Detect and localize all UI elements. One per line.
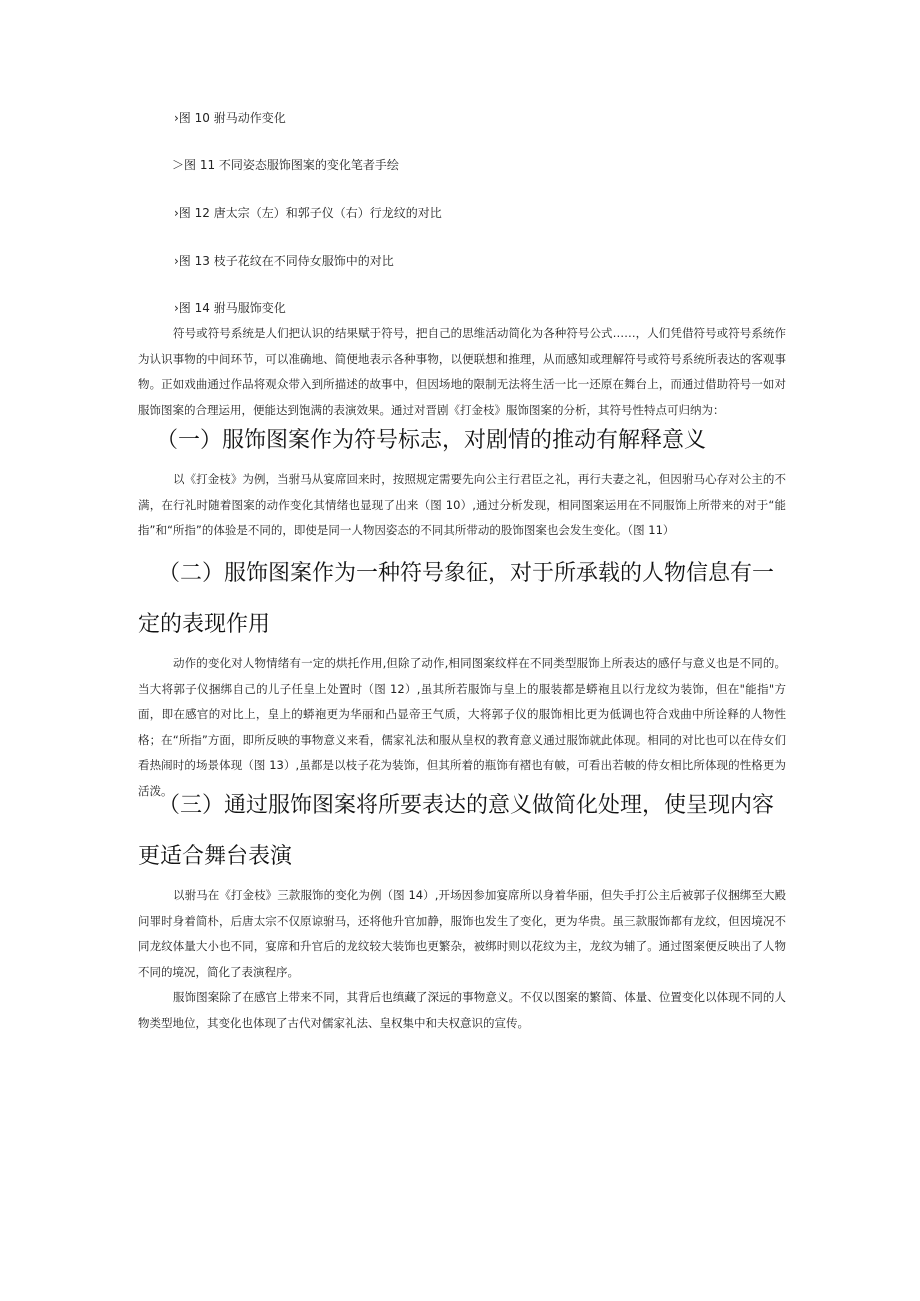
section-heading-1: （一）服饰图案作为符号标志，对剧情的推动有解释意义 (156, 428, 707, 453)
section-heading-2: （二）服饰图案作为一种符号象征，对于所承载的人物信息有一定的表现作用 (138, 561, 775, 637)
section-3-paragraph-1: 以驸马在《打金枝》三款服饰的变化为例（图 14）,开场因参加宴席所以身着华丽，但失手打公主后被郭子仪捆绑至大殿问罪时身着简朴，后唐太宗不仅原谅驸马，还将他升官加静，服饰也发生了变化，更为华贵。虽三款服饰都有龙纹，但因境况不同龙纹体量大小也不同，宴席和升官后的龙纹较大装饰也更繁杂，被绑时则以花纹为主，龙纹为辅了。通过图案便反映出了人物不同的境况，简化了表演程序。 (138, 888, 786, 979)
figure-caption-12: ›图 12 唐太宗（左）和郭子仪（右）行龙纹的对比 (174, 206, 442, 220)
section-1-paragraph: 以《打金枝》为例，当驸马从宴席回来时，按照规定需要先向公主行君臣之礼，再行夫妻之礼，但因驸马心存对公主的不满，在行礼时随着图案的动作变化其情绪也显现了出来（图 10）,通过分析发现，相同图案运用在不同服饰上所带来的对于“能指”和“所指”的体验是不同的，即使是同一人物因姿态的不同其所带动的股饰图案也会发生变化。（图 11） (138, 472, 786, 537)
section-3-paragraph-2: 服饰图案除了在感官上带来不同，其背后也缜藏了深远的事物意义。不仅以图案的繁简、体量、位置变化以体现不同的人物类型地位，其变化也体现了古代对儒家礼法、皇权集中和夫权意识的宣传。 (138, 990, 786, 1030)
figure-caption-13: ›图 13 枝子花纹在不同侍女服饰中的对比 (174, 254, 394, 268)
intro-paragraph: 符号或符号系统是人们把认识的结果赋于符号，把自己的思维活动简化为各种符号公式……，人们凭借符号或符号系统作为认识事物的中间环节，可以准确地、简便地表示各种事物，以便联想和推理，从而感知或理解符号或符号系统所表达的客观事物。正如戏曲通过作品将观众带入到所描述的故事中，但因场地的限制无法将生活一比一还原在舞台上，而通过借助符号一如对服饰图案的合理运用，便能达到饱满的表演效果。通过对晋剧《打金枝》服饰图案的分析，其符号性特点可归纳为： (138, 326, 786, 417)
figure-caption-14: ›图 14 驸马服饰变化 (174, 301, 286, 315)
section-heading-3: （三）通过服饰图案将所要表达的意义做简化处理，使呈现内容更适合舞台表演 (138, 793, 775, 869)
section-2-paragraph: 动作的变化对人物情绪有一定的烘托作用,但除了动作,相同图案纹样在不同类型服饰上所表达的感仔与意义也是不同的。当大将郭子仪捆绑自己的儿子任皇上处置时（图 12）,虽其所若服饰与皇上的服装都是蟒袍且以行龙纹为装饰，但在"能指"方面，即在感官的对比上，皇上的蟒袍更为华丽和凸显帝王气质，大将郭子仪的服饰相比更为低调也符合戏曲中所诠释的人物性格；在“所指”方面，即所反映的事物意义来看，儒家礼法和服从皇权的教育意义通过服饰就此体现。相同的对比也可以在侍女们看热闹时的场景体现（图 13）,虽都是以枝子花为装饰，但其所着的瓶饰有褶也有帔，可看出若帔的侍女相比所体现的性格更为活泼。 (138, 656, 786, 798)
figure-caption-10: ›图 10 驸马动作变化 (174, 111, 286, 125)
figure-caption-11: ＞图 11 不同姿态服饰图案的变化笔者手绘 (172, 158, 399, 172)
